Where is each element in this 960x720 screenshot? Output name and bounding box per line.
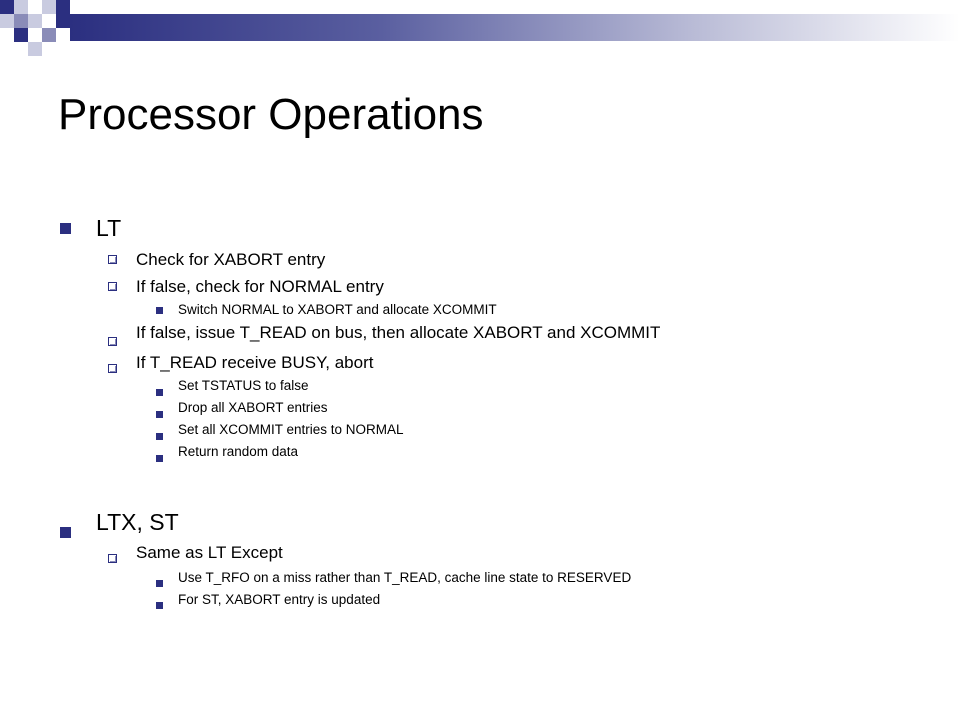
sub-list-item: Return random data — [178, 444, 299, 459]
banner-square — [0, 14, 14, 28]
banner-square — [28, 42, 42, 56]
sub-list-item: Switch NORMAL to XABORT and allocate XCOMMIT — [178, 302, 497, 317]
list-item: If false, issue T_READ on bus, then allocate XABORT and XCOMMIT — [136, 323, 661, 342]
level2-bullet-icon — [108, 282, 117, 291]
level3-bullet-icon — [156, 433, 163, 440]
list-item: If false, check for NORMAL entry — [136, 277, 384, 296]
sub-list-item: Use T_RFO on a miss rather than T_READ, cache line state to RESERVED — [178, 570, 632, 585]
level2-bullet-icon — [108, 337, 117, 346]
list-item: Check for XABORT entry — [136, 250, 326, 269]
banner-gradient-bar — [70, 14, 960, 41]
banner-square — [42, 0, 56, 14]
level1-bullet-icon — [60, 223, 71, 234]
list-item: If T_READ receive BUSY, abort — [136, 353, 374, 372]
level2-bullet-icon — [108, 364, 117, 373]
banner-square — [14, 0, 28, 14]
slide-title: Processor Operations — [58, 90, 484, 139]
banner-square — [42, 28, 56, 42]
level3-bullet-icon — [156, 411, 163, 418]
level2-bullet-icon — [108, 554, 117, 563]
sub-list-item: Drop all XABORT entries — [178, 400, 328, 415]
banner-square — [14, 14, 28, 28]
banner-square — [0, 0, 14, 14]
banner-square — [56, 0, 70, 14]
level2-bullet-icon — [108, 255, 117, 264]
banner-square — [14, 28, 28, 42]
sub-list-item: For ST, XABORT entry is updated — [178, 592, 381, 607]
header-banner — [0, 0, 960, 60]
section-heading: LTX, ST — [96, 509, 179, 535]
sub-list-item: Set TSTATUS to false — [178, 378, 309, 393]
section-heading: LT — [96, 215, 122, 241]
banner-square — [28, 14, 42, 28]
sub-list-item: Set all XCOMMIT entries to NORMAL — [178, 422, 404, 437]
level3-bullet-icon — [156, 389, 163, 396]
list-item: Same as LT Except — [136, 543, 283, 562]
banner-square — [56, 14, 70, 28]
level3-bullet-icon — [156, 580, 163, 587]
level3-bullet-icon — [156, 307, 163, 314]
level1-bullet-icon — [60, 527, 71, 538]
level3-bullet-icon — [156, 602, 163, 609]
level3-bullet-icon — [156, 455, 163, 462]
